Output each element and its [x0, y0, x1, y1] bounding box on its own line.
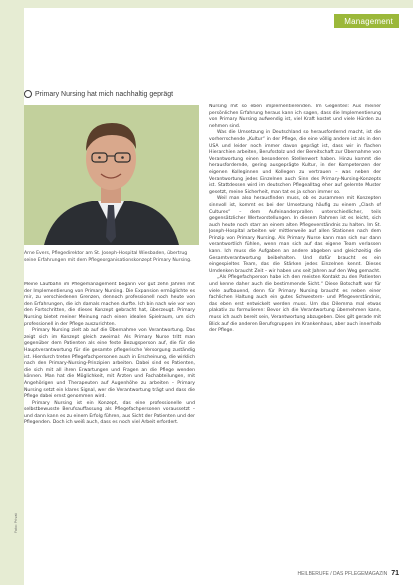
paragraph: Was die Umsetzung in Deutschland so herausfordernd macht, ist die vorherrschende „Kultur“ in der Pflege, die eine völlig andere ist als in den USA und leider noch immer davon geprägt ist, dass wir in flachen Hierarchien arbeiten, Berufsstolz und der Bereitschaft zur Übernahme von Verantwortung einen besonderen Stellenwert haben. Hinzu kommt die herausfordernde, gering ausgeprägte Kultur, in der Kompetenzen der eigenen Kolleginnen und Kollegen zu vertrauen – was neben der Verantwortung jedes Einzelnen auch Sinn des Primary-Nursing-Konzepts ist. Stattdessen wird im deutschen Pflegealltag eher auf gelernte Muster gesetzt, meine Sicherheit, man tat es ja schon immer so. [209, 130, 381, 195]
portrait-photo [24, 105, 199, 245]
photo-caption: Arne Evers, Pflegedirektor am St. Joseph-Hospital Wiesbaden, übertrug seine Erfahrungen mit dem Pflegeorganisationskonzept Primary Nursing. [24, 251, 192, 263]
quote-circle-icon [24, 90, 32, 98]
section-tag: Management [334, 14, 399, 28]
portrait-illustration [24, 105, 199, 245]
paragraph: Primary Nursing ist ein Konzept, das eine professionelle und selbstbewusste Berufsauffassung als Pflegefachpersonen voraussetzt – und dann kann es zu einem Erfolg führen, aus Sicht der Patienten und der Pflegenden. Doch ich weiß auch, dass es noch viel Arbeit erfordert. [24, 400, 195, 426]
article-column-right [209, 104, 381, 509]
paragraph: Primary Nursing zielt ab auf die Übernahme von Verantwortung. Das zeigt sich im Konzept gleich zweimal: Als Primary Nurse tritt man gegenüber dem Patienten als eine feste Bezugsperson auf, die für die Hauptverantwortung für die gesamte pflegerische Versorgung zuständig ist. Hierdurch treten Pflegefachpersonen auch in Erscheinung, die wirklich nach den Primary-Nursing-Prinzipien arbeiten. Dabei sind es Patienten, die sich mit all ihren Erwartungen und Fragen an die Pflege wenden können. Man hat die Möglichkeit, mit Ärzten und Fachabteilungen, mit Angehörigen und Therapeuten auf Augenhöhe zu arbeiten – Primary Nursing setzt ein klares Signal, wer die Verantwortung trägt und dass die Pflege dabei ernst genommen wird. [24, 328, 195, 400]
page-number: 71 [391, 570, 399, 577]
paragraph: Weil man also herausfinden muss, ob es zusammen mit Konzepten sinnvoll ist, kommt es bei der Umsetzung häufig zu einem „Clash of Cultures“ – dem Aufeinanderprallen unterschiedlicher, teils gegensätzlicher Wertvorstellungen. In diesem Rahmen ist es leicht, sich auch heute noch starr an einem alten Pflegeverständnis zu halten. Im St. Joseph-Hospital arbeiten wir mittlerweile auf allen Stationen nach dem Prinzip von Primary Nursing. Als Primary Nurse kann man sich nur dann verantwortlich fühlen, wenn man sich auf das eigene Team verlassen kann. Ich muss die Aufgaben an andere abgeben und gleichzeitig die Gesamtverantwortung beibehalten. Und dafür braucht es ein eingespieltes Team, das die Stärken jedes Einzelnen kennt. Dieses Umdenken braucht Zeit – wir haben uns seit Jahren auf den Weg gemacht. [209, 196, 381, 274]
page-footer [297, 570, 399, 577]
paragraph: Meine Laufbahn im Pflegemanagement begann vor gut zehn Jahren mit der Implementierung von Primary Nursing. Die Expansion ermöglichte es mir, zu verschiedenen Grenzen, dennoch professionell noch heute von den Erfahrungen, die ich damals machen durfte. Ich bin nach wie vor von den Fortschritten, die dieses Konzept gebracht hat, überzeugt. Primary Nursing bietet meiner Meinung nach einen idealen Spielraum, um sich professionell in der Pflege auszurichten. [24, 282, 195, 327]
article-column-left [24, 282, 195, 502]
article-headline [24, 87, 194, 101]
paragraph: „Als Pflegefachperson habe ich den meisten Kontakt zu den Patienten und kenne daher auch die bestimmende Sicht.“ Diese Botschaft war für viele aufbauend, denn für Primary Nursing braucht es neben einer fachlichen Haltung auch ein gutes Schwestern- und Pflegeverständnis, das eben erst entwickelt werden muss. Um das Dilemma mal etwas plakativ zu formulieren: Bevor ich die Verantwortung übernehmen kann, muss ich auch bereit sein, Verantwortung abzugeben. Dies gilt gerade mit Blick auf die anderen Berufsgruppen im Krankenhaus, aber auch innerhalb der Pflege. [209, 275, 381, 334]
headline-text: Primary Nursing hat mich nachhaltig geprägt [35, 90, 174, 98]
journal-name: HEILBERUFE / DAS PFLEGEMAGAZIN [297, 570, 388, 577]
paragraph: Nursing mit so eben implementierenden. Im Gegenteil: Aus meiner persönlichen Erfahrung heraus kann ich sagen, dass die Implementierung von Primary Nursing aufwendig ist, viel Kraft kostet und viele Hürden zu nehmen sind. [209, 104, 381, 129]
photo-credit: Foto: Privat [14, 513, 18, 533]
